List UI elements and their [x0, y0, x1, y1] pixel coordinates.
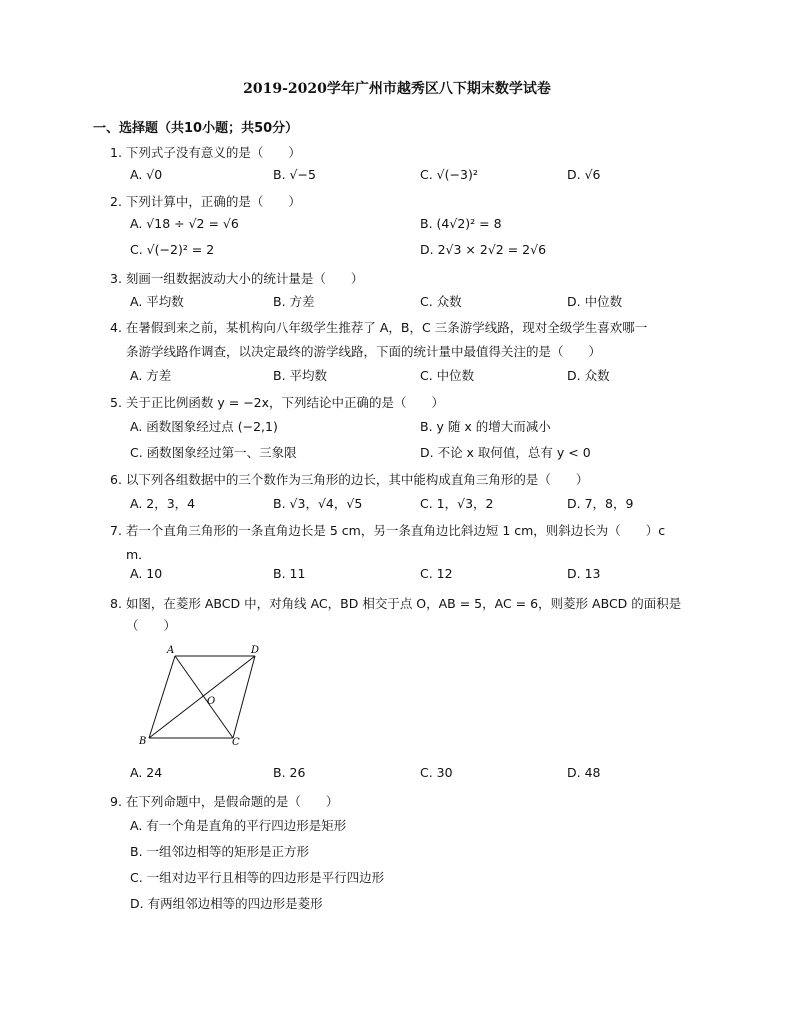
q3-option-c: C. 众数 [420, 294, 462, 309]
question-6-stem: 6. 以下列各组数据中的三个数作为三角形的边长，其中能构成直角三角形的是（ ） [110, 472, 589, 487]
diagonal-bd [149, 656, 255, 738]
q6-option-b: B. √3，√4，√5 [273, 496, 363, 511]
q9-option-a: A. 有一个角是直角的平行四边形是矩形 [130, 818, 347, 833]
vertex-label-a: A [167, 645, 175, 656]
q7-option-c: C. 12 [420, 566, 453, 581]
question-2-stem: 2. 下列计算中，正确的是（ ） [110, 194, 301, 209]
q6-option-c: C. 1，√3，2 [420, 496, 494, 511]
q4-option-b: B. 平均数 [273, 368, 328, 383]
vertex-label-c: C [232, 737, 240, 748]
question-4-stem-line1: 4. 在暑假到来之前，某机构向八年级学生推荐了 A，B，C 三条游学线路，现对全级学生喜欢哪一 [110, 320, 648, 335]
q5-option-d: D. 不论 x 取何值，总有 y < 0 [420, 445, 591, 460]
side-ba [149, 656, 175, 738]
center-label-o: O [207, 696, 216, 707]
section-heading: 一、选择题（共10小题；共50分） [93, 121, 299, 136]
vertex-label-d: D [251, 645, 260, 656]
q9-option-c: C. 一组对边平行且相等的四边形是平行四边形 [130, 870, 385, 885]
q5-option-c: C. 函数图象经过第一、三象限 [130, 445, 297, 460]
q5-option-a: A. 函数图象经过点 (−2,1) [130, 419, 278, 434]
q1-option-c: C. √(−3)² [420, 167, 478, 182]
question-9-stem: 9. 在下列命题中，是假命题的是（ ） [110, 794, 339, 809]
q8-option-b: B. 26 [273, 765, 306, 780]
question-7-stem-line1: 7. 若一个直角三角形的一条直角边长是 5 cm，另一条直角边比斜边短 1 cm，则斜边长为（ ）c [110, 523, 666, 538]
q8-option-c: C. 30 [420, 765, 453, 780]
q4-option-c: C. 中位数 [420, 368, 475, 383]
q8-option-a: A. 24 [130, 765, 163, 780]
q2-option-c: C. √(−2)² = 2 [130, 242, 215, 257]
q7-option-b: B. 11 [273, 566, 306, 581]
q5-option-b: B. y 随 x 的增大而减小 [420, 419, 551, 434]
q6-option-a: A. 2，3，4 [130, 496, 196, 511]
question-7-stem-line2: m． [126, 547, 151, 562]
q9-option-d: D. 有两组邻边相等的四边形是菱形 [130, 896, 323, 911]
q7-option-d: D. 13 [567, 566, 601, 581]
q9-option-b: B. 一组邻边相等的矩形是正方形 [130, 844, 310, 859]
q2-option-a: A. √18 ÷ √2 = √6 [130, 216, 239, 231]
q7-option-a: A. 10 [130, 566, 163, 581]
question-4-stem-line2: 条游学线路作调查，以决定最终的游学线路，下面的统计量中最值得关注的是（ ） [126, 344, 602, 359]
q3-option-a: A. 平均数 [130, 294, 184, 309]
question-3-stem: 3. 刻画一组数据波动大小的统计量是（ ） [110, 271, 364, 286]
rhombus-diagram [137, 642, 272, 748]
exam-title: 2019-2020学年广州市越秀区八下期末数学试卷 [243, 81, 551, 97]
q4-option-d: D. 众数 [567, 368, 610, 383]
q3-option-d: D. 中位数 [567, 294, 623, 309]
q1-option-b: B. √−5 [273, 167, 316, 182]
q4-option-a: A. 方差 [130, 368, 172, 383]
q6-option-d: D. 7，8，9 [567, 496, 634, 511]
q2-option-d: D. 2√3 × 2√2 = 2√6 [420, 242, 547, 257]
vertex-label-b: B [139, 736, 147, 747]
question-8-stem-line2: （ ） [126, 618, 177, 633]
question-8-stem-line1: 8. 如图，在菱形 ABCD 中，对角线 AC，BD 相交于点 O，AB = 5，AC = 6，则菱形 ABCD 的面积是 [110, 596, 682, 611]
diagonal-ac [175, 656, 233, 738]
question-1-stem: 1. 下列式子没有意义的是（ ） [110, 145, 301, 160]
q1-option-a: A. √0 [130, 167, 163, 182]
side-dc [233, 656, 255, 738]
question-5-stem: 5. 关于正比例函数 y = −2x，下列结论中正确的是（ ） [110, 395, 445, 410]
q3-option-b: B. 方差 [273, 294, 315, 309]
rhombus-figure [137, 642, 272, 748]
q1-option-d: D. √6 [567, 167, 601, 182]
q2-option-b: B. (4√2)² = 8 [420, 216, 502, 231]
q8-option-d: D. 48 [567, 765, 601, 780]
